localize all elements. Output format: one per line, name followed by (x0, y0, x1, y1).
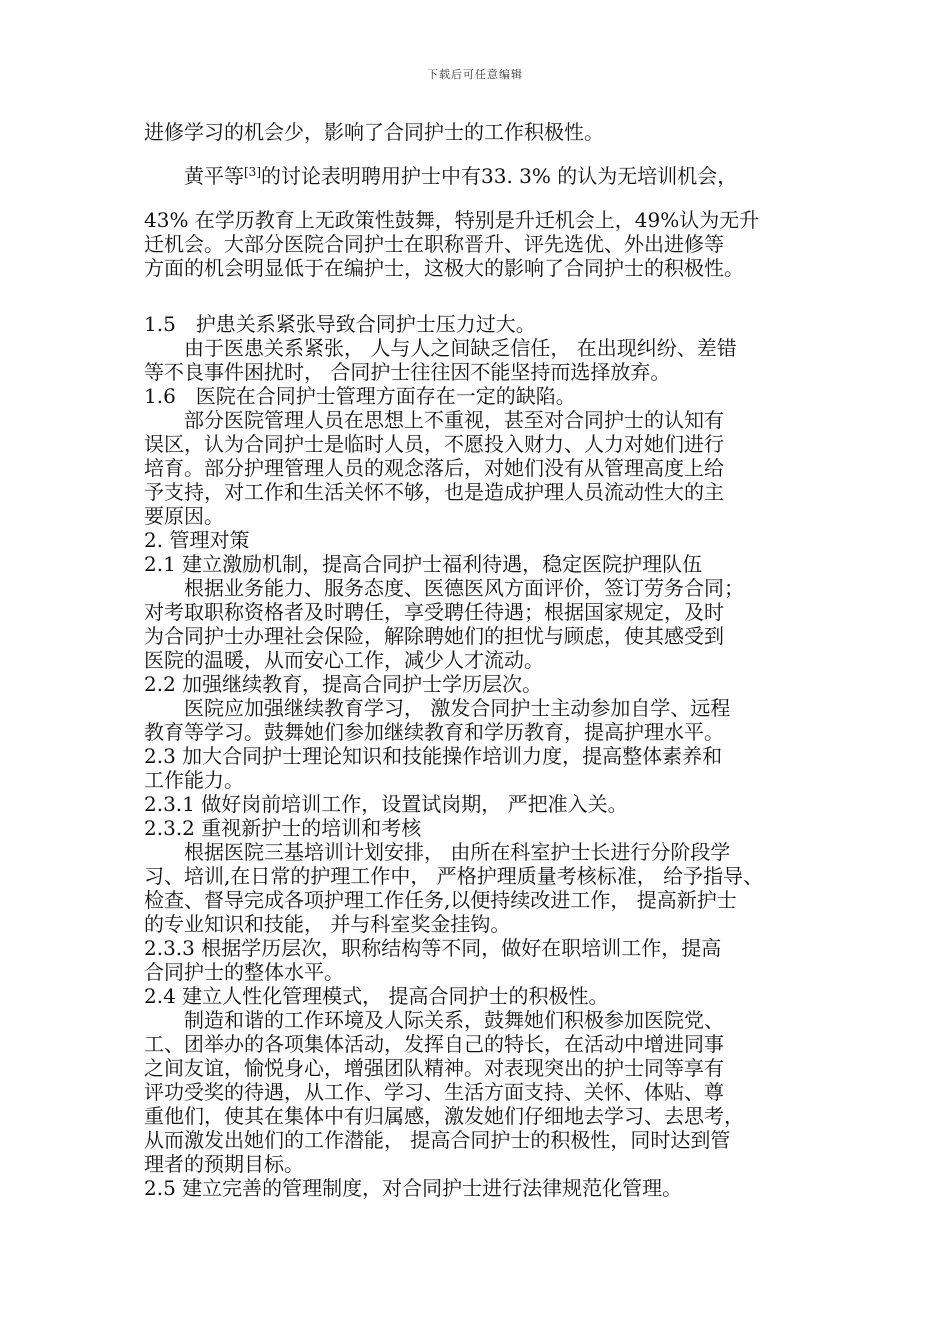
text-line: 理者的预期目标。 (144, 1152, 304, 1176)
section-heading: 2.4 建立人性化管理模式， 提高合同护士的积极性。 (144, 984, 609, 1008)
text-line: 的专业知识和技能， 并与科室奖金挂钩。 (144, 912, 511, 936)
citation-mark: [3] (244, 165, 261, 179)
text-line: 根据业务能力、服务态度、医德医风方面评价，签订劳务合同； (184, 576, 744, 600)
text-line: 为合同护士办理社会保险，解除聘她们的担忧与顾虑，使其感受到 (144, 624, 724, 648)
text-line: 43% 在学历教育上无政策性鼓舞，特别是升迁机会上，49%认为无升 (144, 208, 760, 232)
text-line: 制造和谐的工作环境及人际关系，鼓舞她们积极参加医院党、 (184, 1008, 724, 1032)
text-line: 培育。部分护理管理人员的观念落后，对她们没有从管理高度上给 (144, 456, 724, 480)
text-line: 要原因。 (144, 504, 224, 528)
section-heading: 2.3.3 根据学历层次，职称结构等不同，做好在职培训工作，提高 (144, 936, 722, 960)
section-heading: 2.3 加大合同护士理论知识和技能操作培训力度，提高整体素养和 (144, 744, 723, 768)
section-heading: 1.6 医院在合同护士管理方面存在一定的缺陷。 (144, 384, 576, 408)
document-body (144, 120, 804, 1200)
text-line: 部分医院管理人员在思想上不重视，甚至对合同护士的认知有 (184, 408, 724, 432)
page-header: 下载后可任意编辑 (427, 68, 523, 81)
text-segment: 黄平等 (184, 164, 244, 188)
section-heading: 2.2 加强继续教育，提高合同护士学历层次。 (144, 672, 543, 696)
text-line: 予支持，对工作和生活关怀不够，也是造成护理人员流动性大的主 (144, 480, 724, 504)
text-line: 评功受奖的待遇，从工作、学习、生活方面支持、关怀、体贴、尊 (144, 1080, 724, 1104)
section-heading: 2. 管理对策 (144, 528, 250, 552)
section-heading: 2.3.1 做好岗前培训工作，设置试岗期， 严把准入关。 (144, 792, 628, 816)
text-line: 医院的温暖，从而安心工作，减少人才流动。 (144, 648, 544, 672)
text-line: 迁机会。大部分医院合同护士在职称晋升、评先选优、外出进修等 (144, 232, 724, 256)
text-line-with-citation (144, 164, 804, 188)
section-heading: 2.5 建立完善的管理制度，对合同护士进行法律规范化管理。 (144, 1176, 683, 1200)
text-line: 方面的机会明显低于在编护士，这极大的影响了合同护士的积极性。 (144, 256, 744, 280)
text-line: 教育等学习。鼓舞她们参加继续教育和学历教育，提高护理水平。 (144, 720, 724, 744)
section-heading: 2.1 建立激励机制，提高合同护士福利待遇，稳定医院护理队伍 (144, 552, 703, 576)
text-line: 检查、督导完成各项护理工作任务,以便持续改进工作， 提高新护士 (144, 888, 737, 912)
text-line: 由于医患关系紧张， 人与人之间缺乏信任， 在出现纠纷、差错 (184, 336, 737, 360)
text-line: 重他们，使其在集体中有归属感，激发她们仔细地去学习、去思考， (144, 1104, 744, 1128)
text-segment: 的讨论表明聘用护士中有33. 3% 的认为无培训机会， (261, 164, 738, 188)
text-line: 习、培训,在日常的护理工作中， 严格护理质量考核标准， 给予指导、 (144, 864, 764, 888)
text-line: 合同护士的整体水平。 (144, 960, 344, 984)
section-heading: 1.5 护患关系紧张导致合同护士压力过大。 (144, 312, 536, 336)
text-line: 根据医院三基培训计划安排， 由所在科室护士长进行分阶段学 (184, 840, 731, 864)
text-line: 工、团举办的各项集体活动，发挥自己的特长，在活动中增进同事 (144, 1032, 724, 1056)
text-line: 之间友谊，愉悦身心，增强团队精神。对表现突出的护士同等享有 (144, 1056, 724, 1080)
text-line: 对考取职称资格者及时聘任，享受聘任待遇；根据国家规定，及时 (144, 600, 724, 624)
section-heading: 2.3.2 重视新护士的培训和考核 (144, 816, 422, 840)
text-line: 误区，认为合同护士是临时人员，不愿投入财力、人力对她们进行 (144, 432, 724, 456)
text-line: 进修学习的机会少，影响了合同护士的工作积极性。 (144, 120, 604, 144)
text-line: 工作能力。 (144, 768, 244, 792)
text-line: 医院应加强继续教育学习， 激发合同护士主动参加自学、远程 (184, 696, 731, 720)
text-line: 等不良事件困扰时， 合同护士往往因不能坚持而选择放弃。 (144, 360, 671, 384)
text-line: 从而激发出她们的工作潜能， 提高合同护士的积极性，同时达到管 (144, 1128, 731, 1152)
